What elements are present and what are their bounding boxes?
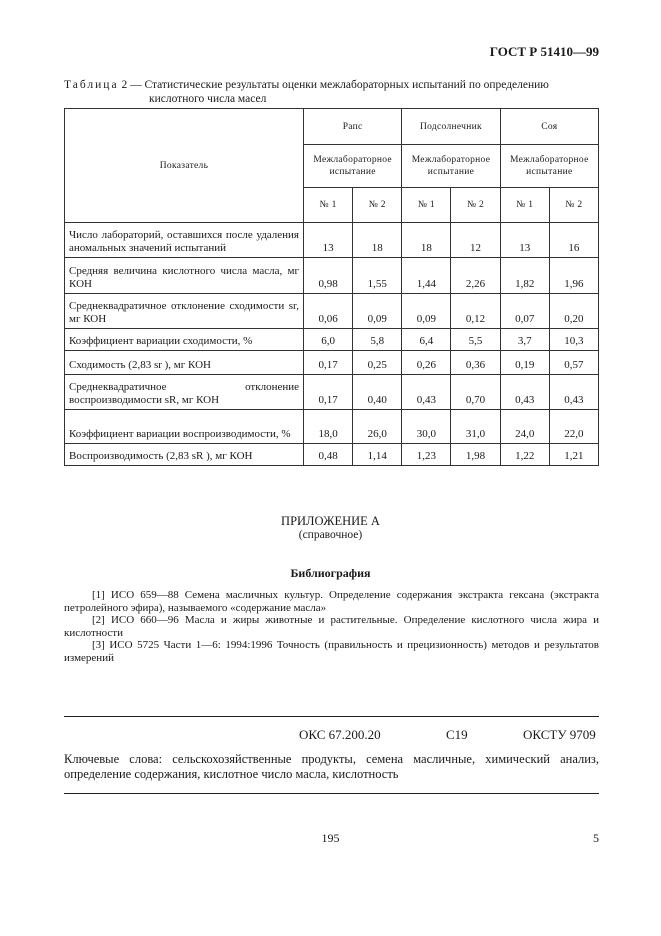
appendix-subtitle: (справочное) [298, 529, 363, 541]
test-number-header: № 1 [500, 188, 549, 223]
row-label: Среднеквадратичное отклонение воспроизводимости sR, мг КОН [65, 375, 304, 410]
cell-value: 0,43 [402, 375, 451, 410]
bibliography-item: [1] ИСО 659—88 Семена масличных культур. Определение содержания экстракта гексана (экстракта петролейного эфира), называемого «содержание масла» [64, 589, 599, 614]
cell-value: 5,8 [353, 329, 402, 351]
test-number-header: № 1 [304, 188, 353, 223]
cell-value: 1,22 [500, 444, 549, 466]
cell-value: 0,48 [304, 444, 353, 466]
table-caption-line2: кислотного числа масел [149, 93, 267, 105]
cell-value: 6,0 [304, 329, 353, 351]
table-caption-word: Таблица [64, 79, 119, 91]
test-type-header: Межлабораторное испытание [500, 145, 598, 188]
cell-value: 0,17 [304, 375, 353, 410]
cell-value: 24,0 [500, 410, 549, 444]
indicator-header: Показатель [65, 109, 304, 223]
oks-code: ОКС 67.200.20 [299, 727, 381, 742]
cell-value: 5,5 [451, 329, 500, 351]
cell-value: 1,44 [402, 258, 451, 294]
cell-value: 0,43 [500, 375, 549, 410]
table-row [65, 444, 599, 466]
statistics-table [64, 108, 599, 466]
test-number-header: № 1 [402, 188, 451, 223]
test-number-header: № 2 [353, 188, 402, 223]
cell-value: 0,36 [451, 351, 500, 375]
cell-value: 31,0 [451, 410, 500, 444]
row-label: Воспроизводимость (2,83 sR ), мг КОН [65, 444, 304, 466]
table-caption-line1: 2 — Статистические результаты оценки межлабораторных испытаний по определению [121, 79, 549, 91]
c-code: С19 [446, 727, 468, 742]
cell-value: 0,20 [549, 294, 598, 329]
cell-value: 0,06 [304, 294, 353, 329]
test-type-header: Межлабораторное испытание [402, 145, 500, 188]
cell-value: 0,70 [451, 375, 500, 410]
crop-header-soy: Соя [500, 109, 598, 145]
keywords-text: Ключевые слова: сельскохозяйственные продукты, семена масличные, химический анализ, определение содержания, кислотное число масла, кислотность [64, 752, 599, 781]
crop-header-sunflower: Подсолнечник [402, 109, 500, 145]
cell-value: 0,09 [402, 294, 451, 329]
cell-value: 0,40 [353, 375, 402, 410]
cell-value: 0,57 [549, 351, 598, 375]
table-row [65, 223, 599, 258]
table-header-crops [65, 109, 599, 145]
document-code: ГОСТ Р 51410—99 [489, 44, 599, 59]
crop-header-rapeseed: Рапс [304, 109, 402, 145]
sheet-number: 5 [593, 831, 599, 845]
row-label: Коэффициент вариации сходимости, % [65, 329, 304, 351]
cell-value: 18 [353, 223, 402, 258]
cell-value: 0,98 [304, 258, 353, 294]
cell-value: 0,17 [304, 351, 353, 375]
bibliography-title: Библиография [290, 566, 371, 580]
cell-value: 1,98 [451, 444, 500, 466]
appendix-title: ПРИЛОЖЕНИЕ А [281, 514, 380, 528]
cell-value: 10,3 [549, 329, 598, 351]
cell-value: 30,0 [402, 410, 451, 444]
page-number: 195 [321, 831, 340, 845]
cell-value: 18 [402, 223, 451, 258]
cell-value: 1,82 [500, 258, 549, 294]
cell-value: 22,0 [549, 410, 598, 444]
table-row [65, 375, 599, 410]
cell-value: 1,21 [549, 444, 598, 466]
cell-value: 16 [549, 223, 598, 258]
row-label: Число лабораторий, оставшихся после удаления аномальных значений испытаний [65, 223, 304, 258]
cell-value: 0,19 [500, 351, 549, 375]
table-row [65, 258, 599, 294]
cell-value: 13 [500, 223, 549, 258]
table-caption [64, 78, 604, 106]
test-number-header: № 2 [451, 188, 500, 223]
bibliography-list [64, 589, 599, 664]
test-number-header: № 2 [549, 188, 598, 223]
cell-value: 26,0 [353, 410, 402, 444]
table-row [65, 329, 599, 351]
table-row [65, 351, 599, 375]
cell-value: 1,55 [353, 258, 402, 294]
cell-value: 3,7 [500, 329, 549, 351]
cell-value: 2,26 [451, 258, 500, 294]
cell-value: 1,14 [353, 444, 402, 466]
divider-top [64, 716, 599, 717]
cell-value: 0,26 [402, 351, 451, 375]
cell-value: 0,12 [451, 294, 500, 329]
cell-value: 1,96 [549, 258, 598, 294]
okstu-code: ОКСТУ 9709 [523, 727, 596, 742]
cell-value: 0,07 [500, 294, 549, 329]
cell-value: 12 [451, 223, 500, 258]
test-type-header: Межлабораторное испытание [304, 145, 402, 188]
cell-value: 18,0 [304, 410, 353, 444]
cell-value: 0,25 [353, 351, 402, 375]
table-row [65, 410, 599, 444]
row-label: Средняя величина кислотного числа масла, мг КОН [65, 258, 304, 294]
row-label: Сходимость (2,83 sr ), мг КОН [65, 351, 304, 375]
row-label: Коэффициент вариации воспроизводимости, % [65, 410, 304, 444]
bibliography-item: [3] ИСО 5725 Части 1—6: 1994:1996 Точность (правильность и прецизионность) методов и результатов измерений [64, 639, 599, 664]
divider-bottom [64, 793, 599, 794]
bibliography-item: [2] ИСО 660—96 Масла и жиры животные и растительные. Определение кислотного числа жира и кислотности [64, 614, 599, 639]
cell-value: 13 [304, 223, 353, 258]
row-label: Среднеквадратичное отклонение сходимости sr, мг КОН [65, 294, 304, 329]
table-row [65, 294, 599, 329]
cell-value: 0,43 [549, 375, 598, 410]
cell-value: 0,09 [353, 294, 402, 329]
cell-value: 6,4 [402, 329, 451, 351]
cell-value: 1,23 [402, 444, 451, 466]
